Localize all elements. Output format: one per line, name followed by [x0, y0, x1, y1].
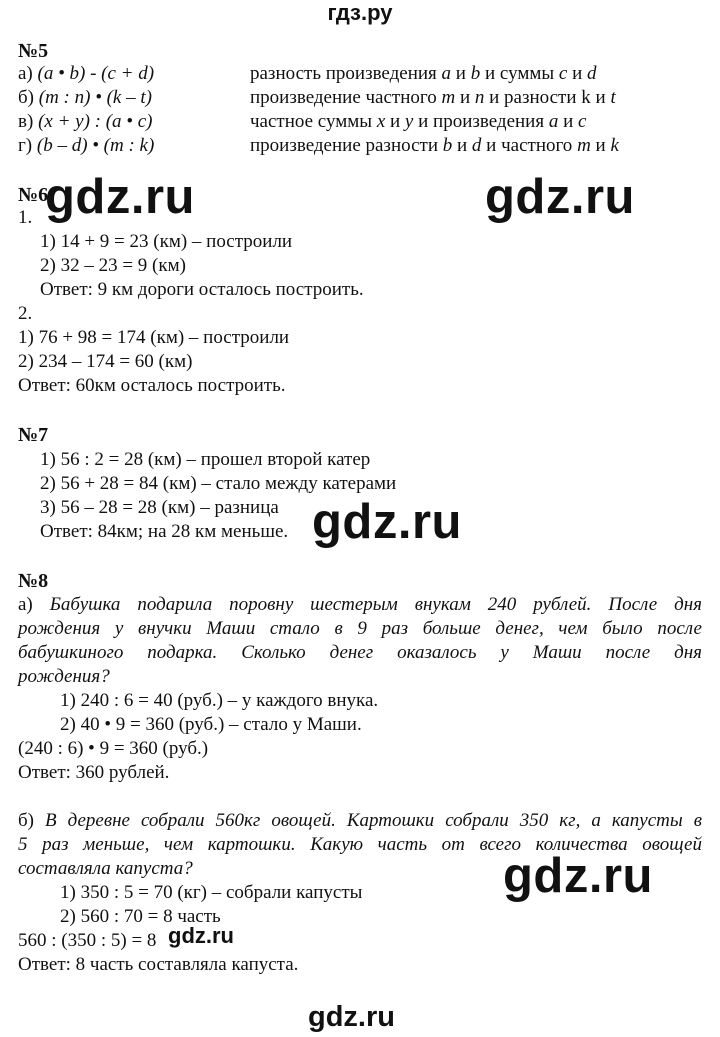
site-header: гдз.ру [327, 0, 393, 25]
watermark-4: gdz.ru [503, 849, 653, 903]
task-8a-line-2: 2) 40 • 9 = 360 (руб.) – стало у Маши. [60, 714, 362, 735]
task-6-answer-2: Ответ: 60км осталось построить. [18, 375, 286, 396]
task-8a-line-3: (240 : 6) • 9 = 360 (руб.) [18, 738, 209, 759]
watermark-6: gdz.ru [308, 1001, 395, 1033]
task-8a-question-line-1: а) Бабушка подарила поровну шестерым внукам 240 рублей. После дня [18, 594, 703, 615]
task-8b-line-2: 2) 560 : 70 = 8 часть [60, 906, 221, 927]
task-8b-question-line-2: 5 раз меньше, чем картошки. Какую часть от всего количества овощей [18, 834, 702, 855]
task-8b-question-line-1: б) В деревне собрали 560кг овощей. Картошки собрали 350 кг, а капусты в [18, 810, 702, 831]
task-8b-answer: Ответ: 8 часть составляла капуста. [18, 954, 299, 975]
task-5-title: №5 [18, 40, 49, 62]
task-7-line-2: 2) 56 + 28 = 84 (км) – стало между катерами [40, 473, 397, 494]
task-7-line-1: 1) 56 : 2 = 28 (км) – прошел второй катер [40, 449, 371, 470]
task-5-row-b: б) (m : n) • (k – t) [18, 87, 152, 108]
task-6-part-2: 2. [18, 303, 33, 324]
task-8a-question-line-4: рождения? [18, 666, 110, 687]
task-5-row-d-desc: произведение разности b и d и частного m и k [250, 135, 619, 156]
task-8-title: №8 [18, 570, 49, 592]
task-7-line-3: 3) 56 – 28 = 28 (км) – разница [40, 497, 279, 518]
task-8a-answer: Ответ: 360 рублей. [18, 762, 170, 783]
watermark-3: gdz.ru [312, 495, 462, 549]
task-5-row-d: г) (b – d) • (m : k) [18, 135, 155, 156]
task-6-line-3: 1) 76 + 98 = 174 (км) – построили [18, 327, 290, 348]
task-7-title: №7 [18, 424, 49, 446]
task-6-line-2: 2) 32 – 23 = 9 (км) [40, 255, 186, 276]
task-5-row-c: в) (x + y) : (a • c) [18, 111, 153, 132]
task-5-row-a: а) (a • b) - (c + d) [18, 63, 155, 84]
task-5-row-b-desc: произведение частного m и n и разности k и t [250, 87, 616, 108]
task-6-part-1: 1. [18, 207, 33, 228]
task-6-answer-1: Ответ: 9 км дороги осталось построить. [40, 279, 364, 300]
task-6-title: №6 [18, 184, 49, 206]
watermark-2: gdz.ru [485, 170, 635, 224]
task-8b-question-line-3: составляла капуста? [18, 858, 193, 879]
task-8b-line-1: 1) 350 : 5 = 70 (кг) – собрали капусты [60, 882, 363, 903]
watermark-5: gdz.ru [168, 923, 234, 948]
task-8a-question-line-3: бабушкиного подарка. Сколько денег оказалось у Маши после дня [18, 642, 702, 663]
task-8b-line-3: 560 : (350 : 5) = 8 [18, 930, 157, 951]
task-7-answer: Ответ: 84км; на 28 км меньше. [40, 521, 289, 542]
task-8a-line-1: 1) 240 : 6 = 40 (руб.) – у каждого внука. [60, 690, 379, 711]
task-5-row-a-desc: разность произведения a и b и суммы c и d [250, 63, 597, 84]
task-6-line-1: 1) 14 + 9 = 23 (км) – построили [40, 231, 293, 252]
task-6-line-4: 2) 234 – 174 = 60 (км) [18, 351, 193, 372]
watermark-1: gdz.ru [45, 170, 195, 224]
task-5-row-c-desc: частное суммы x и y и произведения a и c [250, 111, 587, 132]
task-8a-question-line-2: рождения у внучки Маши стало в 9 раз больше денег, чем было после [18, 618, 702, 639]
